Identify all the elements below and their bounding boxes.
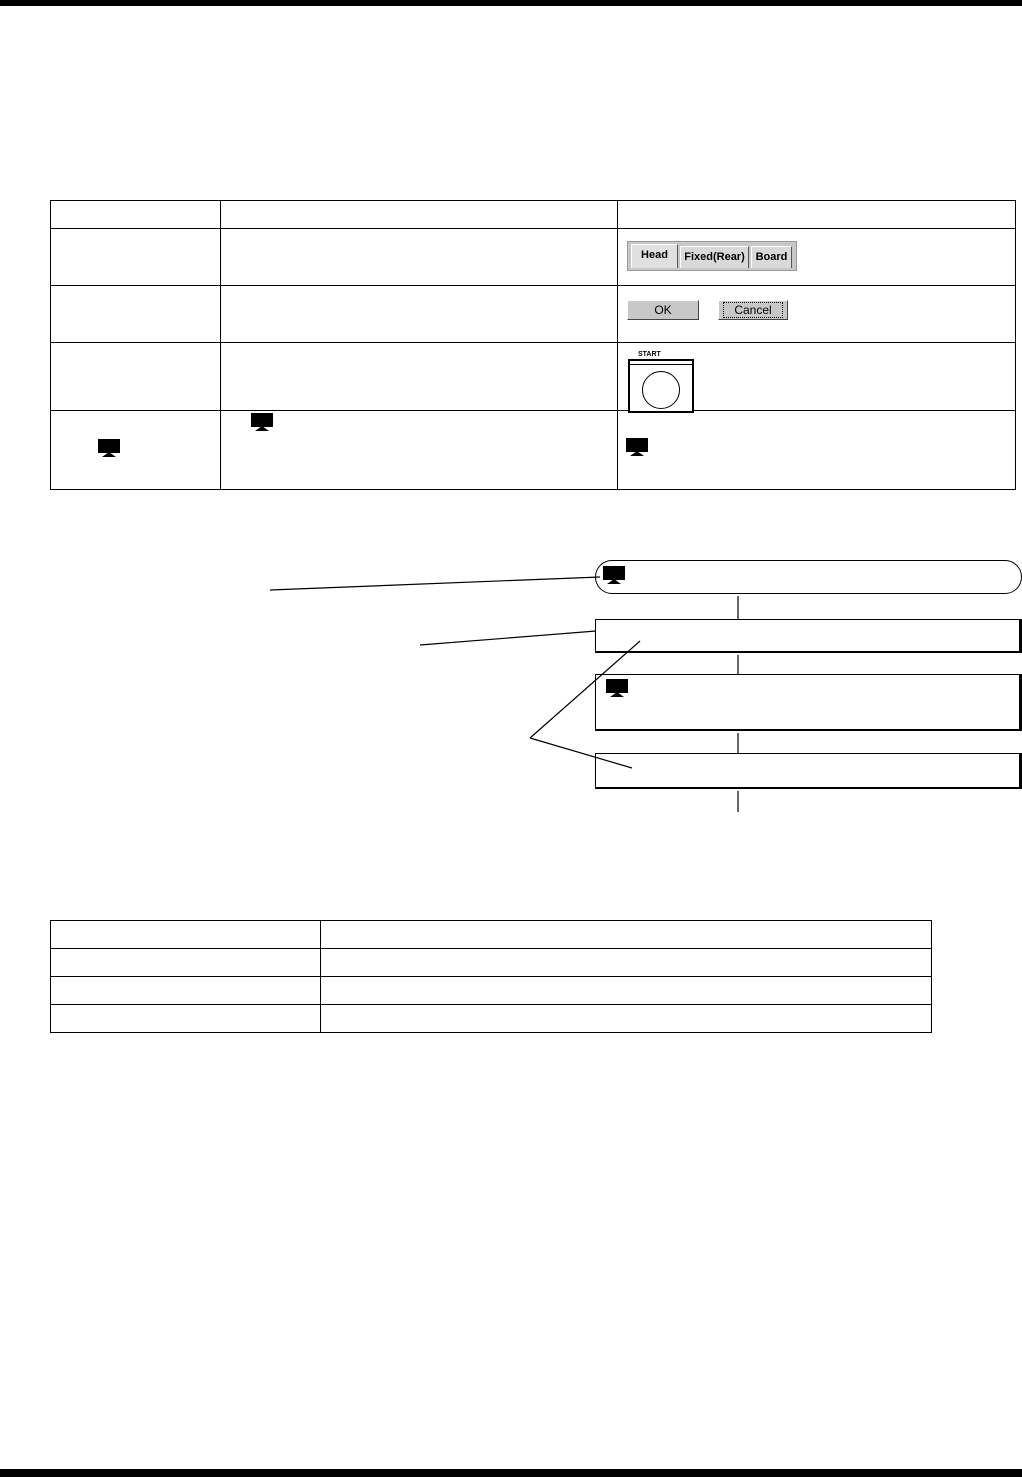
ok-button-label: OK bbox=[654, 303, 672, 317]
summary-table bbox=[50, 920, 932, 1033]
table-row bbox=[51, 949, 932, 977]
tab-board[interactable]: Board bbox=[751, 246, 792, 268]
table-row bbox=[51, 1005, 932, 1033]
tab-head[interactable]: Head bbox=[631, 244, 678, 268]
footer-rule bbox=[0, 1469, 1022, 1477]
callout-line bbox=[420, 631, 596, 645]
cancel-button-label: Cancel bbox=[724, 303, 781, 317]
table-row bbox=[51, 921, 932, 949]
table-row bbox=[51, 977, 932, 1005]
tab-fixed-rear[interactable]: Fixed(Rear) bbox=[680, 246, 749, 268]
start-caption: START bbox=[638, 351, 661, 358]
callout-line bbox=[270, 577, 600, 590]
callout-line bbox=[530, 738, 632, 768]
callout-line bbox=[530, 641, 640, 738]
